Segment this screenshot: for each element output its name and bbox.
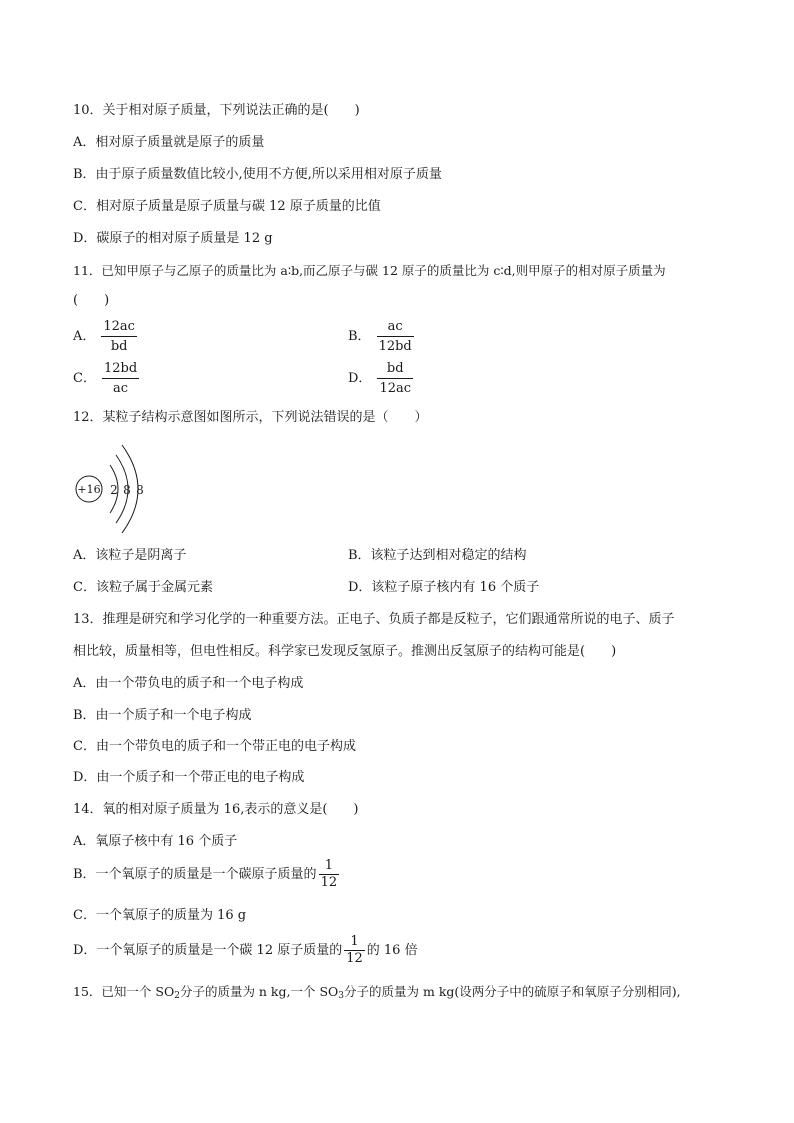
shell-1-electrons: 2 xyxy=(110,483,118,497)
atom-structure-diagram xyxy=(74,443,154,533)
q15-sub1: 2 xyxy=(174,991,180,1001)
q14-d-denominator: 12 xyxy=(346,951,363,966)
q14-option-d xyxy=(73,935,418,966)
q12-stem: 12．某粒子结构示意图如图所示，下列说法错误的是（ ） xyxy=(73,410,428,425)
q14-b-fraction xyxy=(319,859,340,890)
q15-stem xyxy=(73,983,681,1005)
q11-a-denominator: bd xyxy=(110,339,128,354)
q15-sub2: 3 xyxy=(338,991,345,1001)
q11-d-label: D． xyxy=(348,370,372,386)
q15-part1: 15．已知一个 SO xyxy=(73,984,175,999)
q11-c-fraction xyxy=(102,361,139,396)
q14-d-text: D．一个氧原子的质量是一个碳 12 原子质量的 xyxy=(73,942,343,958)
q12-option-a: A．该粒子是阴离子 xyxy=(73,548,187,563)
q11-a-numerator: 12ac xyxy=(101,319,137,337)
q11-b-denominator: 12bd xyxy=(378,339,412,354)
nucleus-charge: +16 xyxy=(77,483,101,496)
q11-d-denominator: 12ac xyxy=(379,381,412,396)
q14-b-denominator: 12 xyxy=(320,875,338,890)
q13-option-a: A．由一个带负电的质子和一个电子构成 xyxy=(73,676,304,691)
q11-a-fraction xyxy=(101,319,137,354)
q11-stem-line2: ( ) xyxy=(73,293,110,308)
q11-c-numerator: 12bd xyxy=(102,361,139,379)
q13-option-b: B．由一个质子和一个电子构成 xyxy=(73,708,252,723)
shell-2-electrons: 8 xyxy=(123,483,131,497)
shell-3-electrons: 8 xyxy=(136,483,144,497)
q14-b-numerator: 1 xyxy=(319,859,340,875)
q11-stem-line1: 11．已知甲原子与乙原子的质量比为 a∶b,而乙原子与碳 12 原子的质量比为 c∶d,则甲原子的相对原子质量为 xyxy=(73,263,666,278)
q11-d-fraction xyxy=(377,361,413,396)
q11-option-d xyxy=(348,361,413,396)
q10-option-d: D．碳原子的相对原子质量是 12 g xyxy=(73,231,273,246)
q11-b-fraction xyxy=(377,319,414,354)
q13-option-c: C．由一个带负电的质子和一个带正电的电子构成 xyxy=(73,739,356,754)
q14-d-fraction xyxy=(344,935,365,966)
q14-d-suffix: 的 16 倍 xyxy=(366,942,418,958)
q11-a-label: A． xyxy=(73,328,96,344)
q10-option-a: A．相对原子质量就是原子的质量 xyxy=(73,135,265,150)
q11-b-label: B． xyxy=(348,328,371,344)
q15-part3: 分子的质量为 m kg(设两分子中的硫原子和氧原子分别相同), xyxy=(344,984,681,999)
q14-d-numerator: 1 xyxy=(344,935,365,951)
q13-stem-line2: 相比较，质量相等，但电性相反。科学家已发现反氢原子。推测出反氢原子的结构可能是( ) xyxy=(73,644,617,659)
q12-option-b: B．该粒子达到相对稳定的结构 xyxy=(348,548,527,563)
q11-c-denominator: ac xyxy=(113,381,129,396)
q11-c-label: C． xyxy=(73,370,96,386)
q14-stem: 14．氧的相对原子质量为 16,表示的意义是( ) xyxy=(73,802,359,817)
q13-stem-line1: 13．推理是研究和学习化学的一种重要方法。正电子、负质子都是反粒子，它们跟通常所说的电子、质子 xyxy=(73,612,675,627)
q13-option-d: D．由一个质子和一个带正电的电子构成 xyxy=(73,770,305,785)
q12-option-c: C．该粒子属于金属元素 xyxy=(73,580,213,595)
q14-b-text: B．一个氧原子的质量是一个碳原子质量的 xyxy=(73,866,317,882)
q14-option-a: A．氧原子核中有 16 个质子 xyxy=(73,834,238,849)
q10-option-c: C．相对原子质量是原子质量与碳 12 原子质量的比值 xyxy=(73,199,381,214)
q10-option-b: B．由于原子质量数值比较小,使用不方便,所以采用相对原子质量 xyxy=(73,167,442,182)
q15-part2: 分子的质量为 n kg,一个 SO xyxy=(179,984,339,999)
q11-d-numerator: bd xyxy=(377,361,413,379)
q11-option-c xyxy=(73,361,139,396)
q11-option-a xyxy=(73,319,137,354)
q14-option-c: C．一个氧原子的质量为 16 g xyxy=(73,908,247,923)
q10-stem: 10．关于相对原子质量，下列说法正确的是( ) xyxy=(73,103,360,118)
q12-option-d: D．该粒子原子核内有 16 个质子 xyxy=(348,580,540,595)
q11-option-b xyxy=(348,319,414,354)
q11-b-numerator: ac xyxy=(377,319,414,337)
q14-option-b xyxy=(73,859,341,890)
